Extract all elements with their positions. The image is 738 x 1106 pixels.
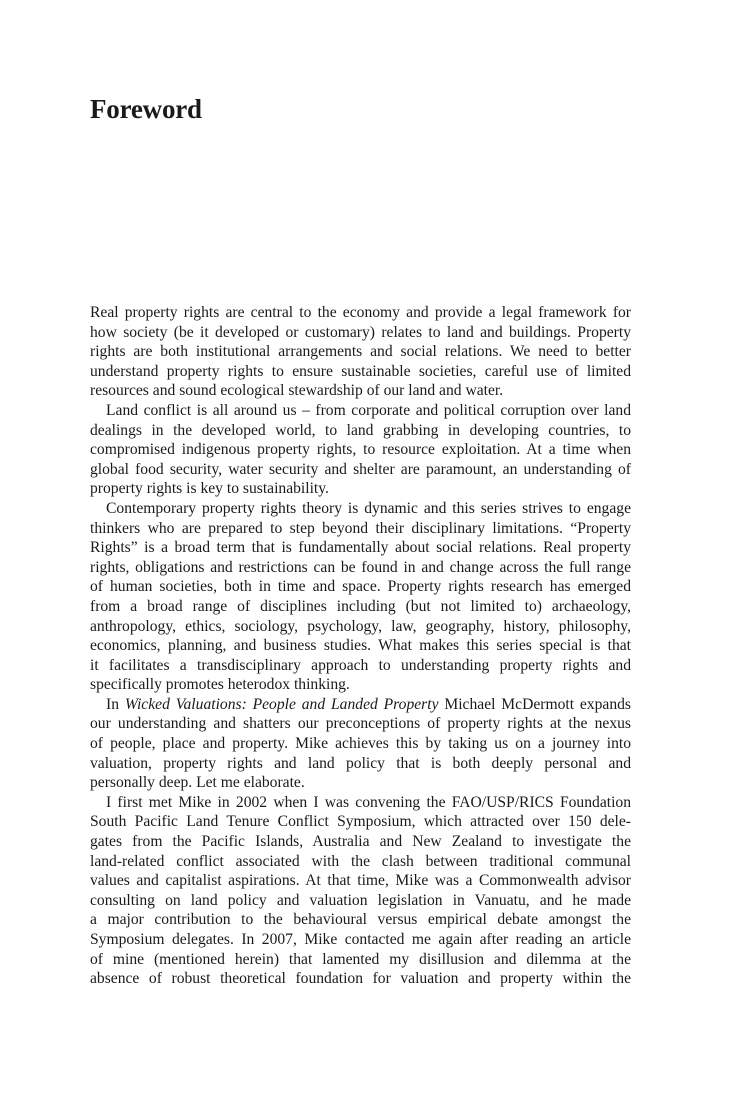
text-line: specifically promotes heterodox thinking.: [90, 676, 350, 694]
text-line: dealings in the developed world, to land grabbing in developing countries, to: [90, 421, 631, 439]
text-line: global food security, water security and shelter are paramount, an understanding of: [90, 460, 631, 478]
text-line: how society (be it developed or customary) relates to land and buildings. Property: [90, 323, 631, 341]
text-line: from a broad range of disciplines including (but not limited to) archaeology,: [90, 597, 631, 615]
text-line: personally deep. Let me elaborate.: [90, 774, 305, 792]
text-line: compromised indigenous property rights, to resource exploitation. At a time when: [90, 441, 631, 459]
text-line: Real property rights are central to the economy and provide a legal framework for: [90, 304, 631, 321]
text-line: consulting on land policy and valuation legislation in Vanuatu, and he made: [90, 891, 631, 909]
text-line: I first met Mike in 2002 when I was convening the FAO/USP/RICS Foundation: [106, 793, 631, 811]
text-line: rights, obligations and restrictions can be found in and change across the full range: [90, 558, 631, 576]
text-line: gates from the Pacific Islands, Australia and New Zealand to investigate the: [90, 833, 631, 851]
text-line: anthropology, ethics, sociology, psychology, law, geography, history, philosophy,: [90, 617, 631, 635]
text-line: a major contribution to the behavioural versus empirical debate amongst the: [90, 911, 631, 929]
text-line: land-related conflict associated with the clash between traditional communal: [90, 852, 631, 870]
text-line: [90, 695, 631, 715]
text-line: resources and sound ecological stewardship of our land and water.: [90, 382, 504, 400]
text-line: Contemporary property rights theory is dynamic and this series strives to engage: [106, 499, 631, 517]
page-title: Foreword: [90, 94, 202, 124]
text-line: our understanding and shatters our preconceptions of property rights at the nexus: [90, 715, 631, 733]
text-line: rights are both institutional arrangements and social relations. We need to better: [90, 343, 631, 361]
book-title: Wicked Valuations: People and Landed Property: [124, 695, 439, 713]
text-line: of human societies, both in time and space. Property rights research has emerged: [90, 578, 631, 596]
text-line: understand property rights to ensure sustainable societies, careful use of limited: [90, 362, 631, 380]
text-line: thinkers who are prepared to step beyond their disciplinary limitations. “Property: [90, 519, 631, 537]
line-text-after: Michael McDermott expands: [438, 695, 631, 713]
text-line: it facilitates a transdisciplinary approach to understanding property rights and: [90, 656, 631, 674]
foreword-body: [90, 303, 631, 989]
text-line: property rights is key to sustainability.: [90, 480, 329, 498]
text-line: absence of robust theoretical foundation for valuation and property within the: [90, 970, 631, 988]
text-line: South Pacific Land Tenure Conflict Symposium, which attracted over 150 dele-: [90, 813, 631, 831]
text-line: Land conflict is all around us – from corporate and political corruption over land: [106, 401, 631, 419]
text-line: Rights” is a broad term that is fundamentally about social relations. Real property: [90, 539, 631, 557]
text-line: Symposium delegates. In 2007, Mike contacted me again after reading an article: [90, 931, 631, 948]
text-line: values and capitalist aspirations. At that time, Mike was a Commonwealth advisor: [90, 872, 631, 890]
text-line: of people, place and property. Mike achieves this by taking us on a journey into: [90, 735, 631, 753]
line-text-before: In: [106, 695, 125, 713]
text-line: economics, planning, and business studies. What makes this series special is that: [90, 637, 631, 655]
text-line: of mine (mentioned herein) that lamented my disillusion and dilemma at the: [90, 950, 631, 968]
text-line: valuation, property rights and land policy that is both deeply personal and: [90, 754, 631, 772]
